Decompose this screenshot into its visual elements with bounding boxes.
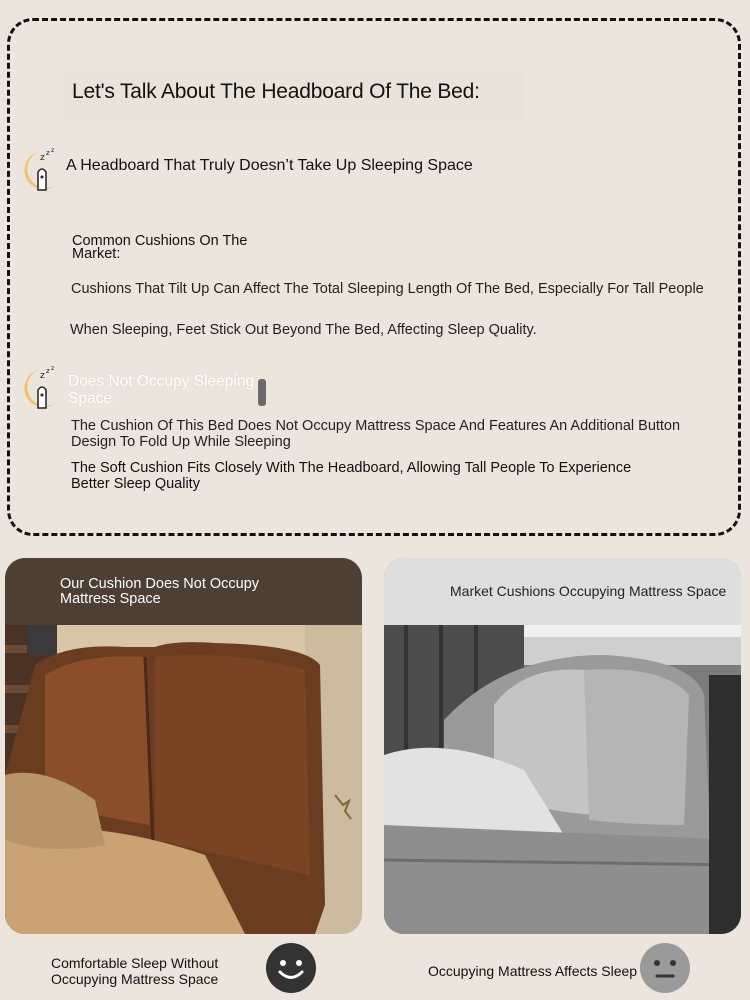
ours-heading-line2: Space:: [68, 390, 117, 407]
market-cushion-card: [384, 558, 741, 934]
svg-text:z: z: [46, 149, 50, 157]
ours-point-2: [71, 460, 631, 492]
section-subtitle: A Headboard That Truly Doesn’t Take Up Sleeping Space: [66, 157, 473, 174]
brown-bed-image: [5, 625, 362, 934]
market-point-2: When Sleeping, Feet Stick Out Beyond The Bed, Affecting Sleep Quality.: [70, 322, 537, 338]
neutral-face-icon: [640, 943, 690, 993]
market-heading-line1: Common Cushions On The: [72, 233, 248, 249]
ours-point-1-line2: Design To Fold Up While Sleeping: [71, 434, 291, 450]
sleeping-moon-icon: [20, 148, 62, 194]
ours-point-1: [71, 418, 680, 450]
market-heading-line2: Market:: [72, 246, 121, 262]
ours-point-2-line2: Better Sleep Quality: [71, 476, 200, 492]
left-header-line1: Our Cushion Does Not Occupy: [60, 576, 260, 592]
our-cushion-header: [5, 558, 362, 625]
our-cushion-header-text: [60, 577, 259, 607]
ours-heading-line1: Does Not Occupy Sleeping: [68, 373, 255, 390]
gray-bed-image: [384, 625, 741, 934]
ours-point-1-line1: The Cushion Of This Bed Does Not Occupy Mattress Space And Features An Additional Button: [71, 418, 681, 434]
ours-heading: [68, 373, 254, 407]
sleeping-moon-icon: [20, 366, 62, 412]
svg-text:z: z: [40, 371, 45, 381]
market-heading: [72, 235, 247, 261]
svg-text:z: z: [51, 366, 55, 372]
our-cushion-card: [5, 558, 362, 934]
left-caption-line1: Comfortable Sleep Without: [51, 955, 219, 971]
left-header-line2: Mattress Space: [60, 591, 161, 607]
market-cushion-header: [384, 558, 741, 625]
page-title: Let's Talk About The Headboard Of The Bed:: [72, 80, 480, 103]
market-cushion-header-text: Market Cushions Occupying Mattress Space: [450, 583, 727, 599]
left-caption: [51, 955, 218, 987]
market-point-1: Cushions That Tilt Up Can Affect The Total Sleeping Length Of The Bed, Especially For Tall People: [71, 281, 704, 297]
happy-face-icon: [266, 943, 316, 993]
left-caption-line2: Occupying Mattress Space: [51, 971, 219, 987]
right-caption: Occupying Mattress Affects Sleep: [428, 963, 638, 979]
svg-text:z: z: [51, 148, 55, 154]
svg-text:z: z: [40, 153, 45, 163]
handle-mark: [258, 379, 266, 406]
svg-text:z: z: [46, 367, 50, 375]
ours-point-2-line1: The Soft Cushion Fits Closely With The Headboard, Allowing Tall People To Experience: [71, 460, 632, 476]
